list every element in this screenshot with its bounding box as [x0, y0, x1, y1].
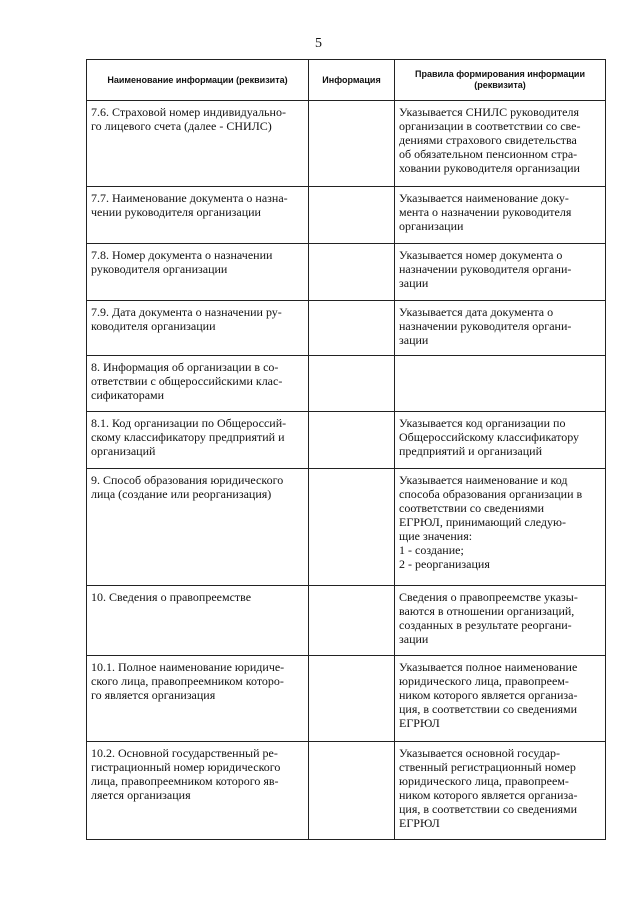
header-rules: Правила формирования информации (реквизита) — [395, 60, 606, 101]
requisites-table — [86, 59, 606, 840]
table-row — [87, 412, 606, 469]
row-name: 7.7. Наименование документа о назна- чении руководителя организации — [87, 187, 309, 244]
header-info: Информация — [309, 60, 395, 101]
header-name: Наименование информации (реквизита) — [87, 60, 309, 101]
row-name: 9. Способ образования юридического лица (создание или реорганизация) — [87, 469, 309, 586]
table-row — [87, 742, 606, 840]
row-rule — [395, 356, 606, 412]
table-row — [87, 586, 606, 656]
row-rule: Указывается основной государ- ственный регистрационный номер юридического лица, правопреем- ником которого является организа- ция, в соответствии со сведениями ЕГРЮЛ — [395, 742, 606, 840]
row-rule: Указывается номер документа о назначении руководителя органи- зации — [395, 244, 606, 301]
table-row — [87, 356, 606, 412]
row-name: 7.8. Номер документа о назначении руководителя организации — [87, 244, 309, 301]
row-name: 10.1. Полное наименование юридиче- ского лица, правопреемником которо- го является организация — [87, 656, 309, 742]
table-row — [87, 187, 606, 244]
table-row — [87, 301, 606, 356]
row-name: 10.2. Основной государственный ре- гистрационный номер юридического лица, правопреемником которого яв- ляется организация — [87, 742, 309, 840]
table-row — [87, 101, 606, 187]
table-header-row — [87, 60, 606, 101]
page-number: 5 — [315, 36, 322, 51]
row-info — [309, 412, 395, 469]
row-name: 7.6. Страховой номер индивидуально- го лицевого счета (далее - СНИЛС) — [87, 101, 309, 187]
row-info — [309, 101, 395, 187]
row-info — [309, 469, 395, 586]
row-rule: Указывается дата документа о назначении руководителя органи- зации — [395, 301, 606, 356]
table-row — [87, 469, 606, 586]
row-name: 10. Сведения о правопреемстве — [87, 586, 309, 656]
row-rule: Указывается наименование доку- мента о назначении руководителя организации — [395, 187, 606, 244]
row-rule: Указывается код организации по Общероссийскому классификатору предприятий и организаций — [395, 412, 606, 469]
table-row — [87, 656, 606, 742]
row-name: 8. Информация об организации в со- ответствии с общероссийскими клас- сификаторами — [87, 356, 309, 412]
row-rule: Сведения о правопреемстве указы- ваются в отношении организаций, созданных в результате реоргани- зации — [395, 586, 606, 656]
row-rule: Указывается наименование и код способа образования организации в соответствии со сведениями ЕГРЮЛ, принимающий следую- щие значения: 1 - создание; 2 - реорганизация — [395, 469, 606, 586]
table-row — [87, 244, 606, 301]
row-info — [309, 356, 395, 412]
row-info — [309, 586, 395, 656]
row-info — [309, 301, 395, 356]
row-rule: Указывается СНИЛС руководителя организации в соответствии со све- дениями страхового свидетельства об обязательном пенсионном стра- ховании руководителя организации — [395, 101, 606, 187]
row-name: 8.1. Код организации по Общероссий- скому классификатору предприятий и организаций — [87, 412, 309, 469]
row-name: 7.9. Дата документа о назначении ру- ководителя организации — [87, 301, 309, 356]
row-rule: Указывается полное наименование юридического лица, правопреем- ником которого является организа- ция, в соответствии со сведениями ЕГРЮЛ — [395, 656, 606, 742]
row-info — [309, 742, 395, 840]
row-info — [309, 656, 395, 742]
row-info — [309, 244, 395, 301]
row-info — [309, 187, 395, 244]
